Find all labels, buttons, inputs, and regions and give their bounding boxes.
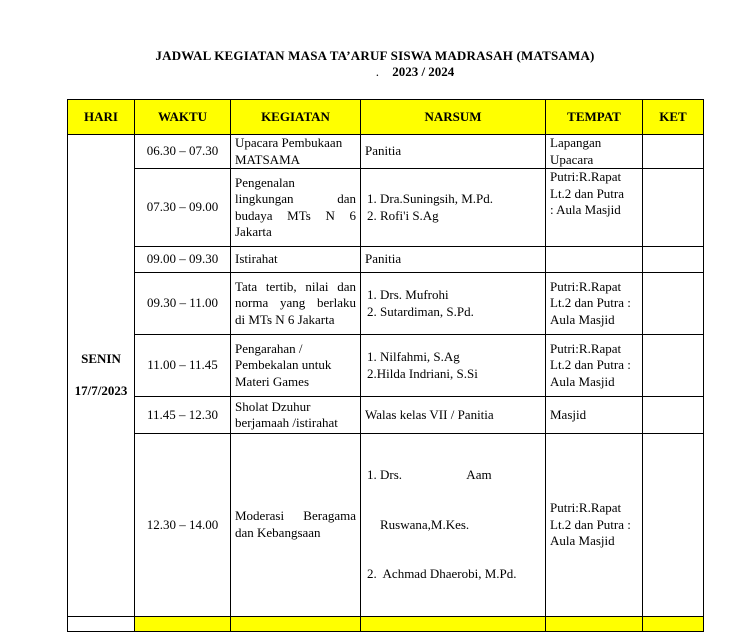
waktu-cell: 11.00 – 11.45 <box>135 335 231 397</box>
tempat-line: Putri:R.Rapat <box>550 340 622 356</box>
tempat-cell <box>546 247 643 273</box>
kegiatan-line: lingkungan dan <box>235 191 356 206</box>
tempat-cell <box>546 135 643 169</box>
tempat-line: : Aula Masjid <box>550 202 621 217</box>
waktu-cell: 09.30 – 11.00 <box>135 273 231 335</box>
header-waktu: WAKTU <box>135 100 231 135</box>
kegiatan-line: di MTs N 6 Jakarta <box>235 311 335 327</box>
tempat-line: Lt.2 dan Putra : <box>550 516 631 532</box>
kegiatan-line: Materi Games <box>235 373 310 389</box>
tempat-line: Aula Masjid <box>550 533 615 548</box>
ket-cell <box>643 169 704 247</box>
document-subtitle <box>0 64 750 80</box>
cutoff-cell <box>361 616 546 631</box>
academic-year: 2023 / 2024 <box>392 64 455 79</box>
kegiatan-line: Pengarahan / <box>235 340 303 356</box>
kegiatan-line: Tata tertib, nilai dan <box>235 278 356 294</box>
ket-cell <box>643 273 704 335</box>
waktu-cell: 07.30 – 09.00 <box>135 169 231 247</box>
kegiatan-line: Sholat Dzuhur <box>235 398 311 414</box>
kegiatan-cell <box>231 397 361 434</box>
tempat-line: Lt.2 dan Putra : <box>550 295 631 311</box>
kegiatan-line: berjamaah /istirahat <box>235 415 338 430</box>
waktu-cell: 09.00 – 09.30 <box>135 247 231 273</box>
tempat-line: Aula Masjid <box>550 311 615 327</box>
kegiatan-line: dan Kebangsaan <box>235 524 321 540</box>
kegiatan-line: Moderasi Beragama <box>235 508 356 524</box>
cutoff-cell <box>643 616 704 631</box>
tempat-line: Upacara <box>550 151 594 167</box>
waktu-cell: 12.30 – 14.00 <box>135 434 231 617</box>
narsum-cell <box>361 247 546 273</box>
waktu-cell: 11.45 – 12.30 <box>135 397 231 434</box>
tempat-cell <box>546 434 643 617</box>
narsum-line: 2. Achmad Dhaerobi, M.Pd. <box>367 566 517 581</box>
day-date: 17/7/2023 <box>74 383 128 399</box>
narsum-line: 2. Rofi'i S.Ag <box>367 207 439 223</box>
table-row <box>68 335 704 397</box>
tempat-cell <box>546 273 643 335</box>
ket-cell <box>643 335 704 397</box>
cutoff-cell <box>135 616 231 631</box>
tempat-cell <box>546 169 643 247</box>
narsum-cell <box>361 273 546 335</box>
cutoff-cell <box>231 616 361 631</box>
table-row <box>68 434 704 617</box>
narsum-line: Walas kelas VII / Panitia <box>365 406 494 422</box>
table-row <box>68 169 704 247</box>
table-row <box>68 397 704 434</box>
narsum-line: 1. Drs. Aam <box>367 467 492 482</box>
kegiatan-cell <box>231 273 361 335</box>
tempat-line: Lt.2 dan Putra <box>550 185 625 201</box>
narsum-line: 2.Hilda Indriani, S.Si <box>367 365 478 381</box>
cutoff-cell <box>546 616 643 631</box>
tempat-cell <box>546 335 643 397</box>
tempat-line: Aula Masjid <box>550 373 615 389</box>
kegiatan-cell <box>231 169 361 247</box>
day-cell <box>68 135 135 617</box>
tempat-line: Putri:R.Rapat <box>550 500 622 515</box>
header-kegiatan: KEGIATAN <box>231 100 361 135</box>
tempat-line: Lt.2 dan Putra : <box>550 357 631 373</box>
title-dot: . <box>375 64 379 79</box>
kegiatan-cell <box>231 135 361 169</box>
narsum-cell <box>361 335 546 397</box>
table-row <box>68 273 704 335</box>
ket-cell <box>643 135 704 169</box>
narsum-cell <box>361 434 546 617</box>
kegiatan-line: Jakarta <box>235 224 272 239</box>
kegiatan-cell <box>231 335 361 397</box>
narsum-line: Panitia <box>365 143 402 159</box>
kegiatan-line: Istirahat <box>235 251 278 267</box>
kegiatan-cell <box>231 434 361 617</box>
table-row-cutoff <box>68 616 704 631</box>
tempat-line: Putri:R.Rapat <box>550 169 622 184</box>
schedule-table <box>67 99 704 632</box>
table-header-row <box>68 100 704 135</box>
narsum-line: 1. Drs. Mufrohi <box>367 287 449 302</box>
narsum-line: 1. Dra.Suningsih, M.Pd. <box>367 191 494 206</box>
narsum-line: 2. Sutardiman, S.Pd. <box>367 303 474 319</box>
header-tempat: TEMPAT <box>546 100 643 135</box>
table-row <box>68 247 704 273</box>
kegiatan-line: budaya MTs N 6 <box>235 207 356 223</box>
kegiatan-line: Pengenalan <box>235 174 295 190</box>
tempat-cell <box>546 397 643 434</box>
table-row <box>68 135 704 169</box>
tempat-line: Putri:R.Rapat <box>550 278 622 294</box>
kegiatan-line: Upacara Pembukaan <box>235 135 343 150</box>
tempat-line: Lapangan <box>550 135 602 150</box>
kegiatan-line: norma yang berlaku <box>235 295 356 311</box>
document-title: JADWAL KEGIATAN MASA TA’ARUF SISWA MADRASAH (MATSAMA) <box>155 48 595 63</box>
ket-cell <box>643 247 704 273</box>
cutoff-cell <box>68 616 135 631</box>
narsum-line: Panitia <box>365 251 402 267</box>
header-hari: HARI <box>68 100 135 135</box>
day-name: SENIN <box>81 351 121 367</box>
narsum-cell <box>361 397 546 434</box>
narsum-cell <box>361 169 546 247</box>
narsum-line: 1. Nilfahmi, S.Ag <box>367 349 460 364</box>
ket-cell <box>643 397 704 434</box>
header-narsum: NARSUM <box>361 100 546 135</box>
header-ket: KET <box>643 100 704 135</box>
narsum-line: Ruswana,M.Kes. <box>367 516 470 532</box>
waktu-cell: 06.30 – 07.30 <box>135 135 231 169</box>
kegiatan-line: MATSAMA <box>235 151 301 167</box>
narsum-cell <box>361 135 546 169</box>
kegiatan-line: Pembekalan untuk <box>235 357 332 373</box>
kegiatan-cell <box>231 247 361 273</box>
ket-cell <box>643 434 704 617</box>
tempat-line: Masjid <box>550 406 587 422</box>
